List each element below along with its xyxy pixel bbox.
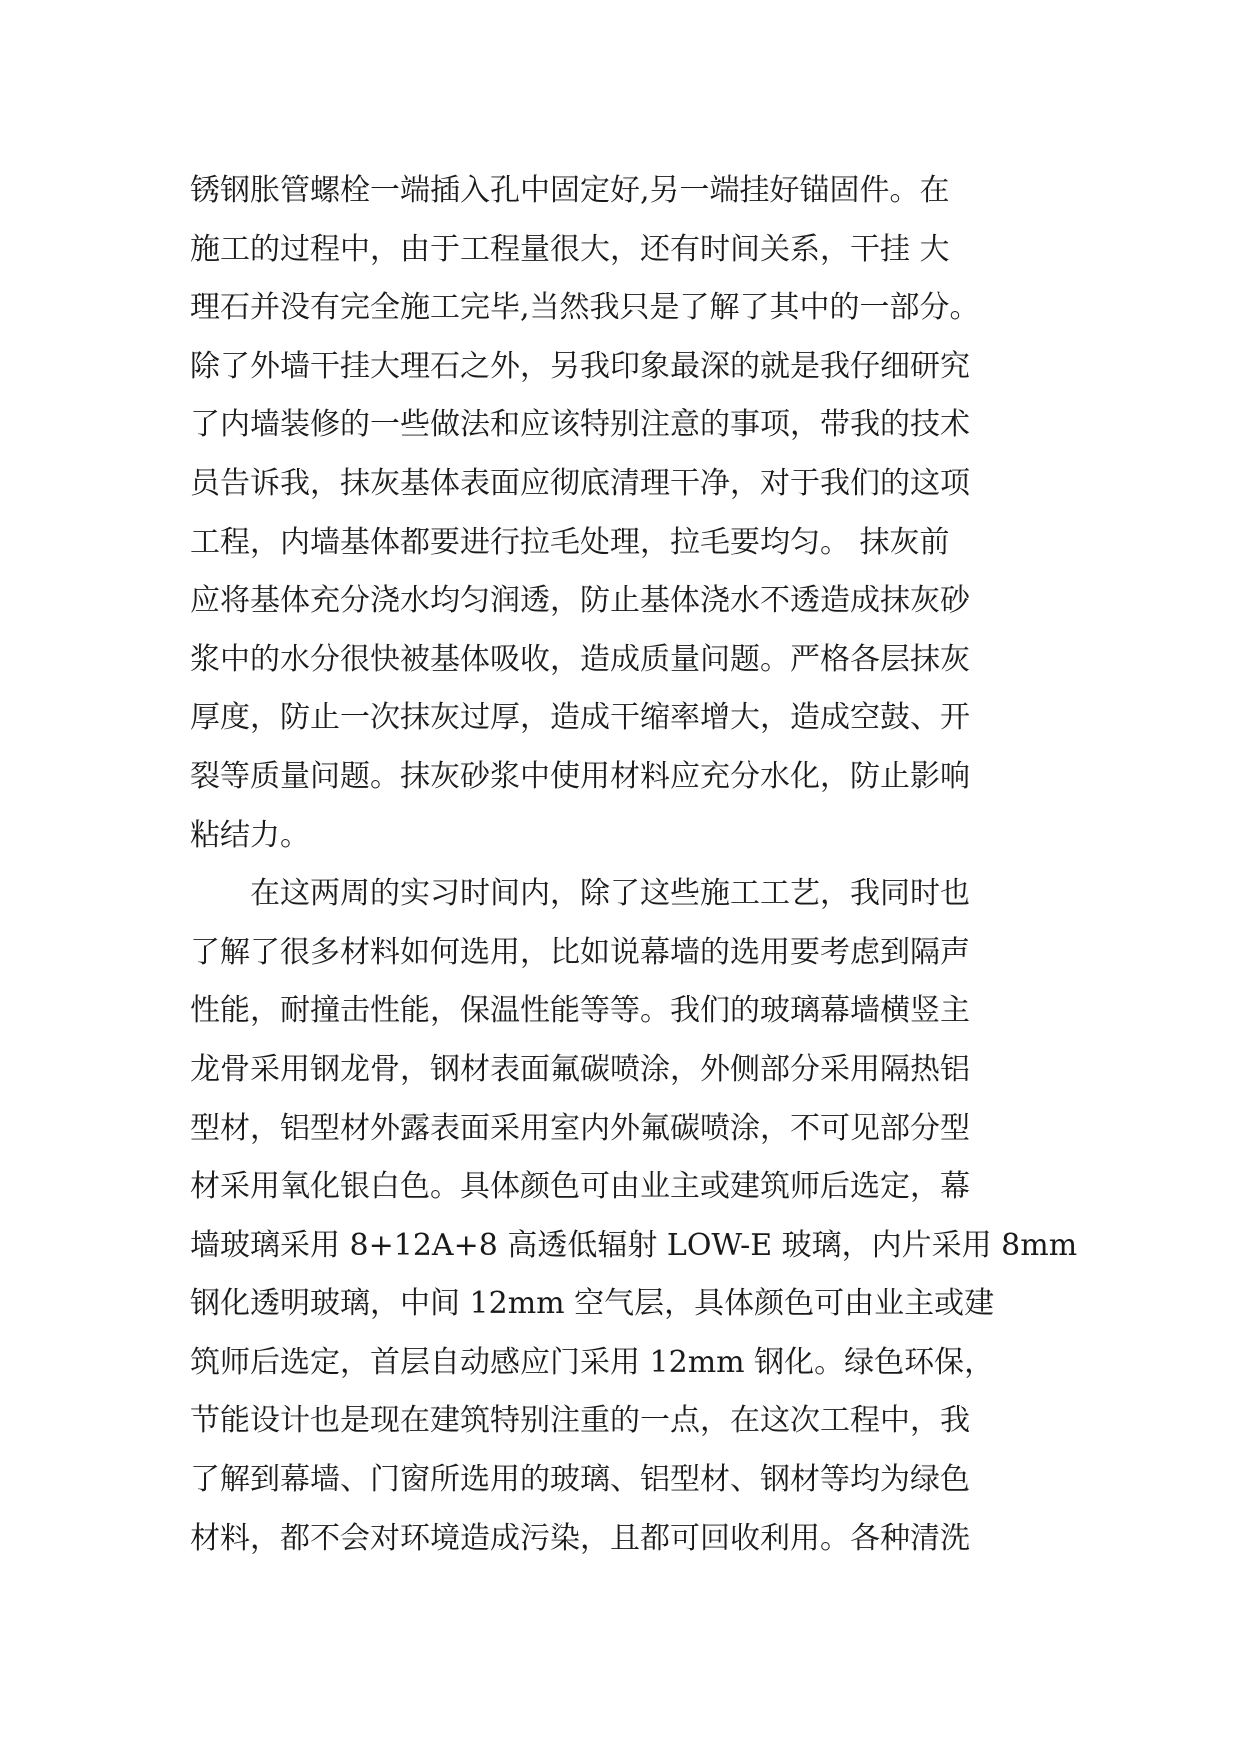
text-line: 墙玻璃采用 8+12A+8 高透低辐射 LOW-E 玻璃，内片采用 8mm xyxy=(190,1227,1078,1263)
text-line: 材料，都不会对环境造成污染，且都可回收利用。各种清洗 xyxy=(190,1520,970,1556)
text-line: 员告诉我，抹灰基体表面应彻底清理干净，对于我们的这项 xyxy=(190,465,970,501)
text-line: 锈钢胀管螺栓一端插入孔中固定好,另一端挂好锚固件。在 xyxy=(190,173,950,208)
text-line: 浆中的水分很快被基体吸收，造成质量问题。严格各层抹灰 xyxy=(190,641,970,677)
text-line: 厚度，防止一次抹灰过厚，造成干缩率增大，造成空鼓、开 xyxy=(190,700,970,736)
text-line: 了内墙装修的一些做法和应该特别注意的事项，带我的技术 xyxy=(190,407,970,443)
text-line: 应将基体充分浇水均匀润透，防止基体浇水不透造成抹灰砂 xyxy=(190,583,970,619)
text-line: 工程，内墙基体都要进行拉毛处理，拉毛要均匀。 抹灰前 xyxy=(190,524,950,560)
text-line: 龙骨采用钢龙骨，钢材表面氟碳喷涂，外侧部分采用隔热铝 xyxy=(190,1051,970,1087)
text-line: 了解了很多材料如何选用，比如说幕墙的选用要考虑到隔声 xyxy=(190,934,970,970)
text-line: 施工的过程中，由于工程量很大，还有时间关系，干挂 大 xyxy=(190,231,950,267)
text-line: 性能，耐撞击性能，保温性能等等。我们的玻璃幕墙横竖主 xyxy=(190,993,970,1029)
text-line: 材采用氧化银白色。具体颜色可由业主或建筑师后选定，幕 xyxy=(190,1169,970,1205)
text-line: 筑师后选定，首层自动感应门采用 12mm 钢化。绿色环保， xyxy=(190,1344,995,1380)
text-line: 理石并没有完全施工完毕,当然我只是了解了其中的一部分。 xyxy=(190,290,980,326)
text-line: 裂等质量问题。抹灰砂浆中使用材料应充分水化，防止影响 xyxy=(190,758,970,794)
text-line: 型材，铝型材外露表面采用室内外氟碳喷涂，不可见部分型 xyxy=(190,1110,970,1146)
text-line: 在这两周的实习时间内，除了这些施工工艺，我同时也 xyxy=(190,876,970,912)
text-line: 粘结力。 xyxy=(190,817,310,853)
text-line: 钢化透明玻璃，中间 12mm 空气层，具体颜色可由业主或建 xyxy=(190,1286,995,1322)
text-line: 了解到幕墙、门窗所选用的玻璃、铝型材、钢材等均为绿色 xyxy=(190,1462,970,1498)
body-text xyxy=(190,162,1090,1568)
text-line: 除了外墙干挂大理石之外，另我印象最深的就是我仔细研究 xyxy=(190,348,970,384)
text-line: 节能设计也是现在建筑特别注重的一点，在这次工程中，我 xyxy=(190,1403,970,1439)
